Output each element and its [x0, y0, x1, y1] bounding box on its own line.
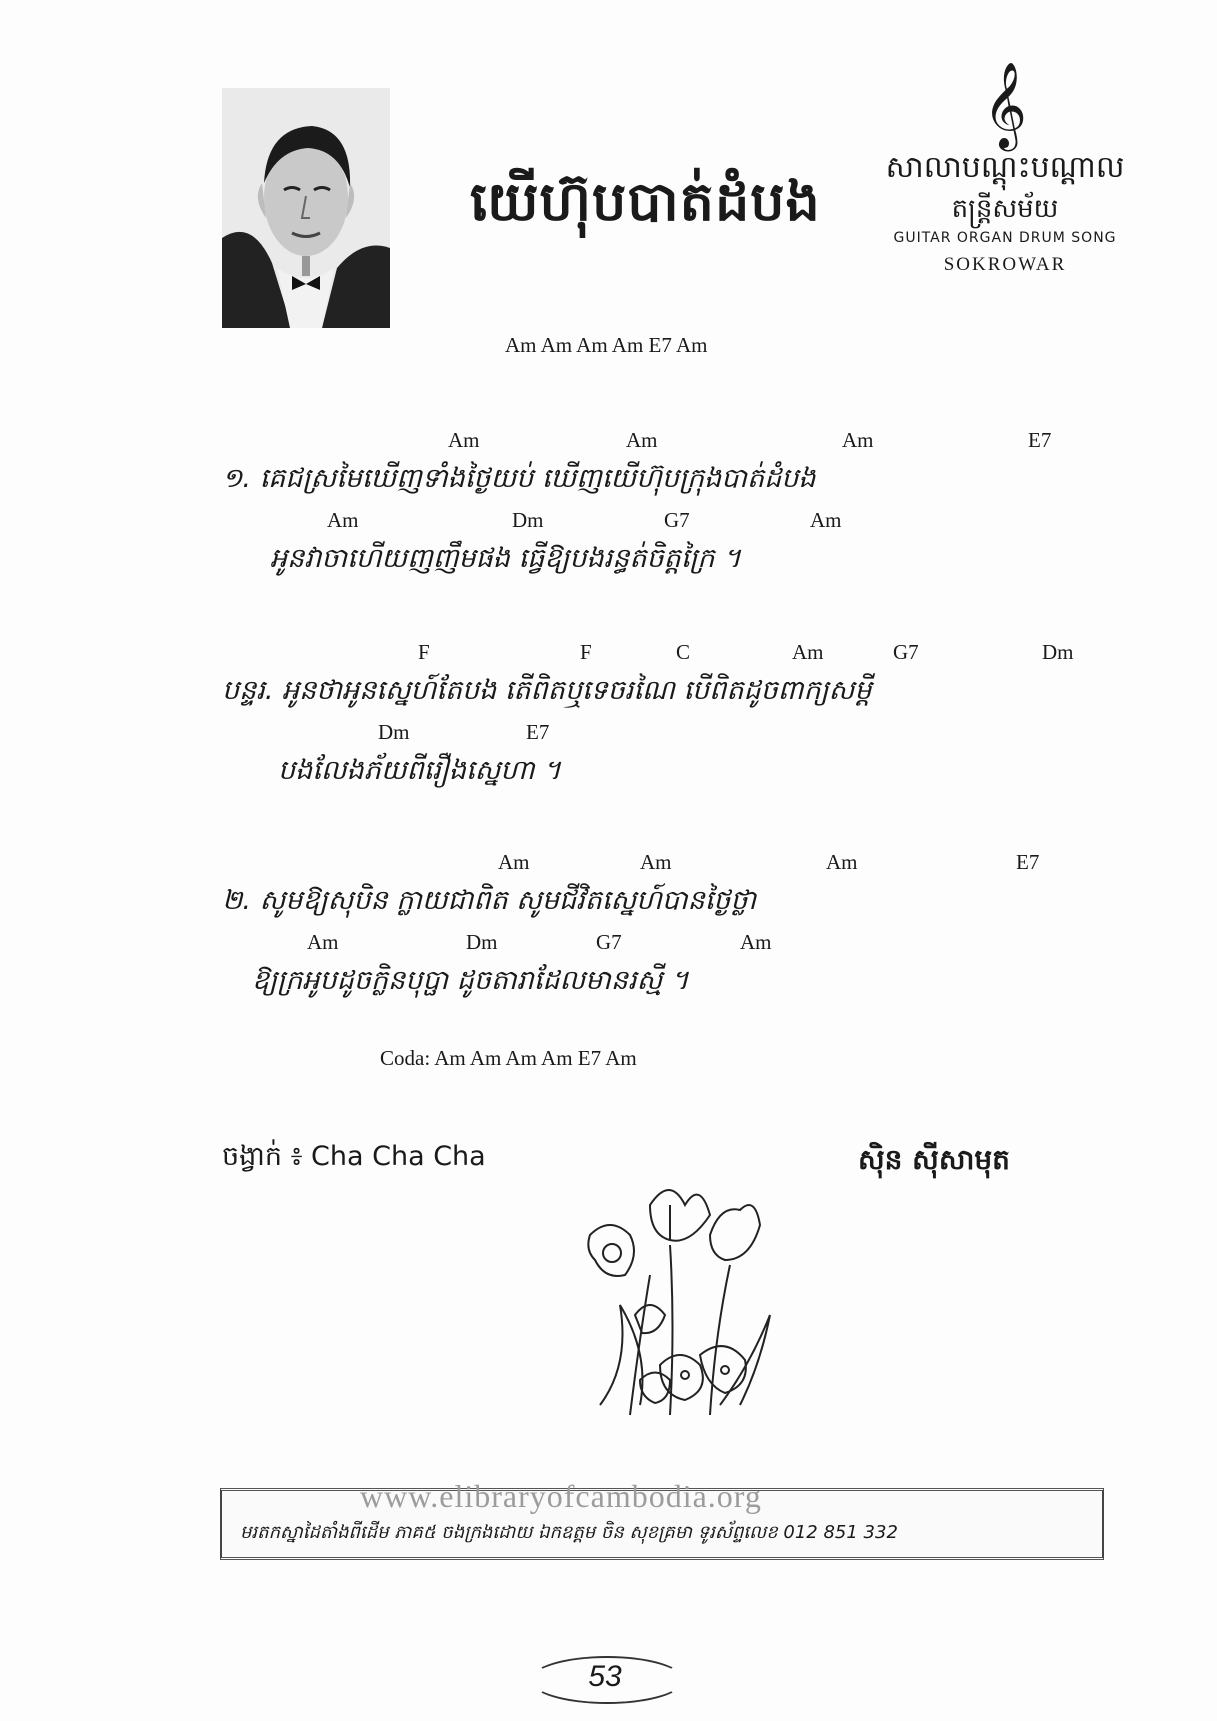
verse1-line2: អូនវាចាហើយញញឹមផង ធ្វើឱ្យបងរន្ធត់ចិត្តក្រៃ ។ — [270, 543, 741, 574]
logo-brand: SOKROWAR — [943, 254, 1067, 275]
song-title: យើហ៊ុបបាត់ដំបង — [470, 169, 821, 233]
chord: E7 — [1028, 428, 1052, 452]
school-logo — [880, 62, 1130, 328]
chord: Am — [626, 428, 658, 452]
chord: E7 — [1016, 850, 1040, 874]
chord: Am — [498, 850, 530, 874]
chord: Dm — [378, 720, 410, 744]
chorus-line1: បន្ទរ. អូនថាអូនស្នេហ៍តែបង តើពិតឬទេចរណៃ បើពិតដូចពាក្យសម្តី — [222, 675, 872, 706]
chord: Dm — [1042, 640, 1074, 664]
verse2-line2: ឱ្យក្រអូបដូចក្លិនបុប្ផា ដូចតារាដែលមានរស្មី ។ — [252, 965, 689, 996]
logo-school-text: សាលាបណ្តុះបណ្តាល — [885, 150, 1125, 185]
chord: Am — [327, 508, 359, 532]
composer-name: ស៊ិន ស៊ីសាមុត — [858, 1143, 1010, 1176]
chord: F — [418, 640, 430, 664]
chord: F — [580, 640, 592, 664]
chord: Am — [307, 930, 339, 954]
chord: G7 — [596, 930, 622, 954]
verse2-line1: ២. សូមឱ្យសុបិន ក្លាយជាពិត សូមជីវិតស្នេហ៍បានថ្ងៃថ្លា — [222, 885, 757, 916]
chord: Am — [792, 640, 824, 664]
singer-portrait — [222, 88, 390, 328]
chord: Am — [842, 428, 874, 452]
flower-illustration — [570, 1165, 800, 1425]
rhythm-label: ចង្វាក់ ៖ Cha Cha Cha — [222, 1141, 486, 1172]
intro-chords: Am Am Am Am E7 Am — [505, 333, 708, 357]
portrait-image-icon — [222, 88, 390, 328]
logo-instruments-en: GUITAR ORGAN DRUM SONG — [893, 230, 1117, 246]
chord: E7 — [526, 720, 550, 744]
chord: Am — [810, 508, 842, 532]
chord: Dm — [512, 508, 544, 532]
verse1-line1: ១. គេជស្រមៃឃើញទាំងថ្ងៃយប់ ឃើញយើហ៊ុបក្រុងបាត់ដំបង — [222, 463, 816, 494]
chord: Dm — [466, 930, 498, 954]
coda-chords: Coda: Am Am Am Am E7 Am — [380, 1046, 637, 1070]
chord: G7 — [664, 508, 690, 532]
flower-icon — [570, 1165, 800, 1425]
logo-instruments-kh: តន្ត្រីសម័យ — [951, 194, 1059, 224]
chord: Am — [448, 428, 480, 452]
chord: C — [676, 640, 691, 664]
chorus-line2: បងលែងភ័យពីរឿងស្នេហា ។ — [278, 755, 561, 786]
chord: Am — [640, 850, 672, 874]
chord: Am — [740, 930, 772, 954]
footer-note: មរតកស្នាដៃតាំងពីដើម ភាគ៥ ចងក្រងដោយ ឯកឧត្តម ចិន សុខគ្រមា ទូរស័ព្ទលេខ 012 851 332 — [240, 1522, 898, 1543]
page-number: 53 — [588, 1660, 622, 1693]
treble-clef-icon: 𝄞 — [983, 62, 1027, 148]
watermark-url[interactable]: www.elibraryofcambodia.org — [360, 1478, 762, 1514]
chord: Am — [826, 850, 858, 874]
chord: G7 — [893, 640, 919, 664]
